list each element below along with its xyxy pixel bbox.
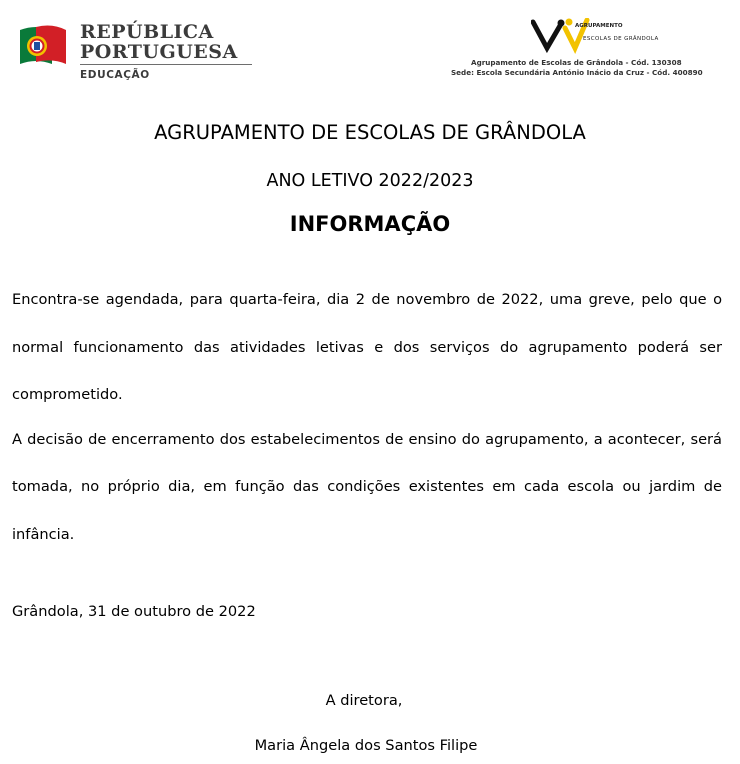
gov-divider [80,64,252,65]
place-date: Grândola, 31 de outubro de 2022 [12,603,256,620]
school-mark-subtext: ESCOLAS DE GRÂNDOLA [583,36,659,42]
gov-name-line2: PORTUGUESA [80,41,238,63]
school-cluster-logo [445,18,735,88]
document-heading: INFORMAÇÃO [289,212,451,236]
letterhead [0,0,740,100]
school-code-line: Agrupamento de Escolas de Grândola - Cód. 130308 [471,58,682,67]
document-title: AGRUPAMENTO DE ESCOLAS DE GRÂNDOLA [154,121,586,144]
document-body [12,276,722,558]
gov-department: EDUCAÇÃO [80,69,150,81]
gov-name [80,22,238,62]
school-mark-text: AGRUPAMENTO [575,23,623,29]
signer-role: A diretora, [325,692,403,709]
signer-name: Maria Ângela dos Santos Filipe [254,737,478,754]
school-year: ANO LETIVO 2022/2023 [266,171,474,191]
paragraph-closure-decision: A decisão de encerramento dos estabelecimentos de ensino do agrupamento, a acontecer, será tomada, no próprio dia, em função das condições existentes em cada escola ou jardim de infância. [12,430,722,543]
gov-name-line1: REPÚBLICA [80,21,214,43]
paragraph-strike-notice: Encontra-se agendada, para quarta-feira, dia 2 de novembro de 2022, uma greve, pelo que o normal funcionamento das atividades letivas e dos serviços do agrupamento poderá ser comprometido. [12,291,722,403]
school-seat-line: Sede: Escola Secundária António Inácio da Cruz - Cód. 400890 [451,68,703,77]
portuguese-flag-emblem-icon [16,24,68,68]
republica-portuguesa-logo [14,20,274,86]
